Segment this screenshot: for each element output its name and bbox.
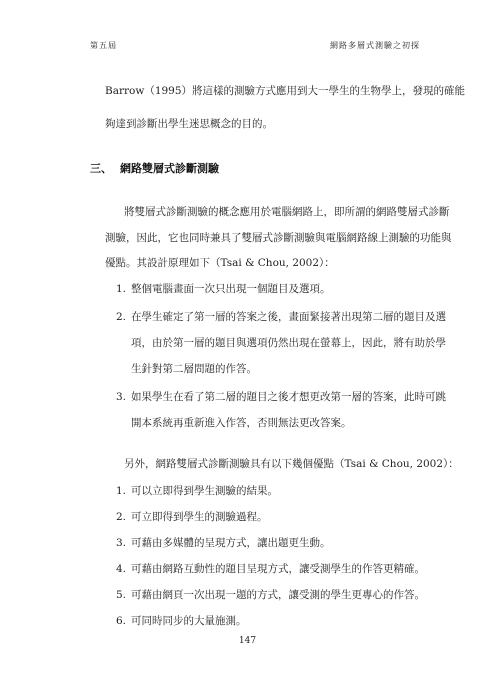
list-item-number: 3.	[116, 391, 127, 403]
running-header-left: 第五屆	[90, 41, 117, 50]
list-item-text: 整個電腦畫面一次只出現一個題目及選項。	[131, 283, 331, 295]
list-item	[116, 389, 446, 404]
list-item-number: 6.	[116, 615, 127, 627]
list-item-number: 1.	[116, 283, 127, 295]
list-item-continuation: 生針對第二層問題的作答。	[131, 363, 257, 375]
page-number: 147	[238, 636, 257, 646]
list-item	[116, 613, 247, 628]
list-item	[116, 309, 446, 324]
list-item-text: 可以立即得到學生測驗的結果。	[131, 485, 278, 497]
list-item-number: 3.	[116, 537, 127, 549]
paragraph-line: 將雙層式診斷測驗的概念應用於電腦網路上，即所謂的網路雙層式診斷	[124, 206, 450, 218]
section-title: 網路雙層式診斷測驗	[120, 162, 219, 175]
list-item	[116, 483, 278, 498]
list-item-text: 如果學生在看了第二層的題目之後才想更改第一層的答案，此時可跳	[131, 391, 446, 403]
list-item	[116, 281, 331, 296]
list-item	[116, 561, 425, 576]
intro-line: 夠達到診斷出學生迷思概念的目的。	[105, 118, 273, 130]
paragraph-line: 另外，網路雙層式診斷測驗具有以下幾個優點（Tsai & Chou, 2002）：	[124, 458, 459, 470]
list-item	[116, 587, 425, 602]
intro-line: Barrow（1995）將這樣的測驗方式應用到大一學生的生物學上，發現的確能	[105, 85, 466, 97]
list-item-text: 可藉由多媒體的呈現方式，讓出題更生動。	[131, 537, 331, 549]
list-item-number: 2.	[116, 311, 127, 323]
list-item-number: 1.	[116, 485, 127, 497]
list-item-number: 5.	[116, 589, 127, 601]
list-item-number: 2.	[116, 511, 127, 523]
list-item	[116, 509, 268, 524]
list-item-number: 4.	[116, 563, 127, 575]
running-header-right: 網路多層式測驗之初探	[330, 41, 420, 50]
list-item-text: 在學生確定了第一層的答案之後，畫面緊接著出現第二層的題目及選	[131, 311, 446, 323]
list-item	[116, 535, 331, 550]
list-item-text: 可立即得到學生的測驗過程。	[131, 511, 268, 523]
list-item-continuation: 項，由於第一層的題目與選項仍然出現在螢幕上，因此，將有助於學	[131, 337, 446, 349]
section-number: 三、	[90, 162, 112, 175]
paragraph-line: 測驗，因此，它也同時兼具了雙層式診斷測驗與電腦網路線上測驗的功能與	[105, 232, 452, 244]
list-item-text: 可同時同步的大量施測。	[131, 615, 247, 627]
list-item-continuation: 開本系統再重新進入作答，否則無法更改答案。	[131, 417, 352, 429]
list-item-text: 可藉由網頁一次出現一題的方式，讓受測的學生更專心的作答。	[131, 589, 425, 601]
list-item-text: 可藉由網路互動性的題目呈現方式，讓受測學生的作答更精確。	[131, 563, 425, 575]
paragraph-line: 優點。其設計原理如下（Tsai & Chou, 2002）：	[105, 257, 335, 269]
